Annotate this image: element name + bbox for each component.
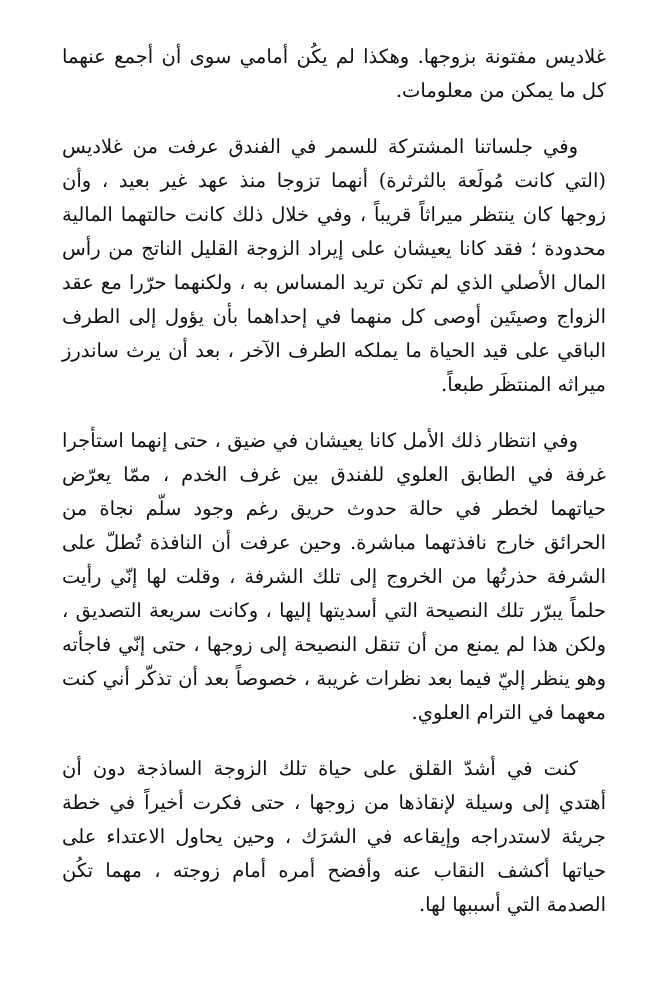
document-page bbox=[62, 40, 606, 980]
paragraph-3: وفي انتظار ذلك الأمل كانا يعيشان في ضيق ، حتى إنهما استأجرا غرفة في الطابق العلوي للفندق بين غرف الخدم ، ممّا يعرّض حياتهما لخطر في حالة حدوث حريق رغم وجود سلّم نجاة من الحرائق خارج نافذتهما مباشرة. وحين عرفت أن النافذة تُطلّ على الشرفة حذرتُها من الخروج إلى تلك الشرفة ، وقلت لها إنّي رأيت حلماً يبرّر تلك النصيحة التي أسديتها إليها ، وكانت سريعة التصديق ، ولكن هذا لم يمنع من أن تنقل النصيحة إلى زوجها ، حتى إنّي فاجأته وهو ينظر إليّ فيما بعد نظرات غريبة ، خصوصاً بعد أن تذكّر أني كنت معهما في الترام العلوي. bbox=[62, 429, 606, 724]
paragraph-1: غلاديس مفتونة بزوجها. وهكذا لم يكُن أمامي سوى أن أجمع عنهما كل ما يمكن من معلومات. bbox=[62, 45, 606, 102]
paragraph-4: كنت في أشدّ القلق على حياة تلك الزوجة الساذجة دون أن أهتدي إلى وسيلة لإنقاذها من زوجها ، حتى فكرت أخيراً في خطة جريئة لاستدراجه وإيقاعه في الشرَك ، وحين يحاول الاعتداء على حياتها أكشف النقاب عنه وأفضح أمره أمام زوجته ، مهما تكُن الصدمة التي أسببها لها. bbox=[62, 757, 606, 916]
paragraph-2: وفي جلساتنا المشتركة للسمر في الفندق عرفت من غلاديس (التي كانت مُولَعة بالثرثرة) أنهما تزوجا منذ عهد غير بعيد ، وأن زوجها كان ينتظر ميراثاً قريباً ، وفي خلال ذلك كانت حالتهما المالية محدودة ؛ فقد كانا يعيشان على إيراد الزوجة القليل الناتج من رأس المال الأصلي الذي لم تكن تريد المساس به ، ولكنهما حرّرا مع عقد الزواج وصيتَين أوصى كل منهما في إحداهما بأن يؤول إلى الطرف الباقي على قيد الحياة ما يملكه الطرف الآخر ، بعد أن يرث ساندرز ميراثه المنتظَر طبعاً. bbox=[62, 135, 606, 396]
